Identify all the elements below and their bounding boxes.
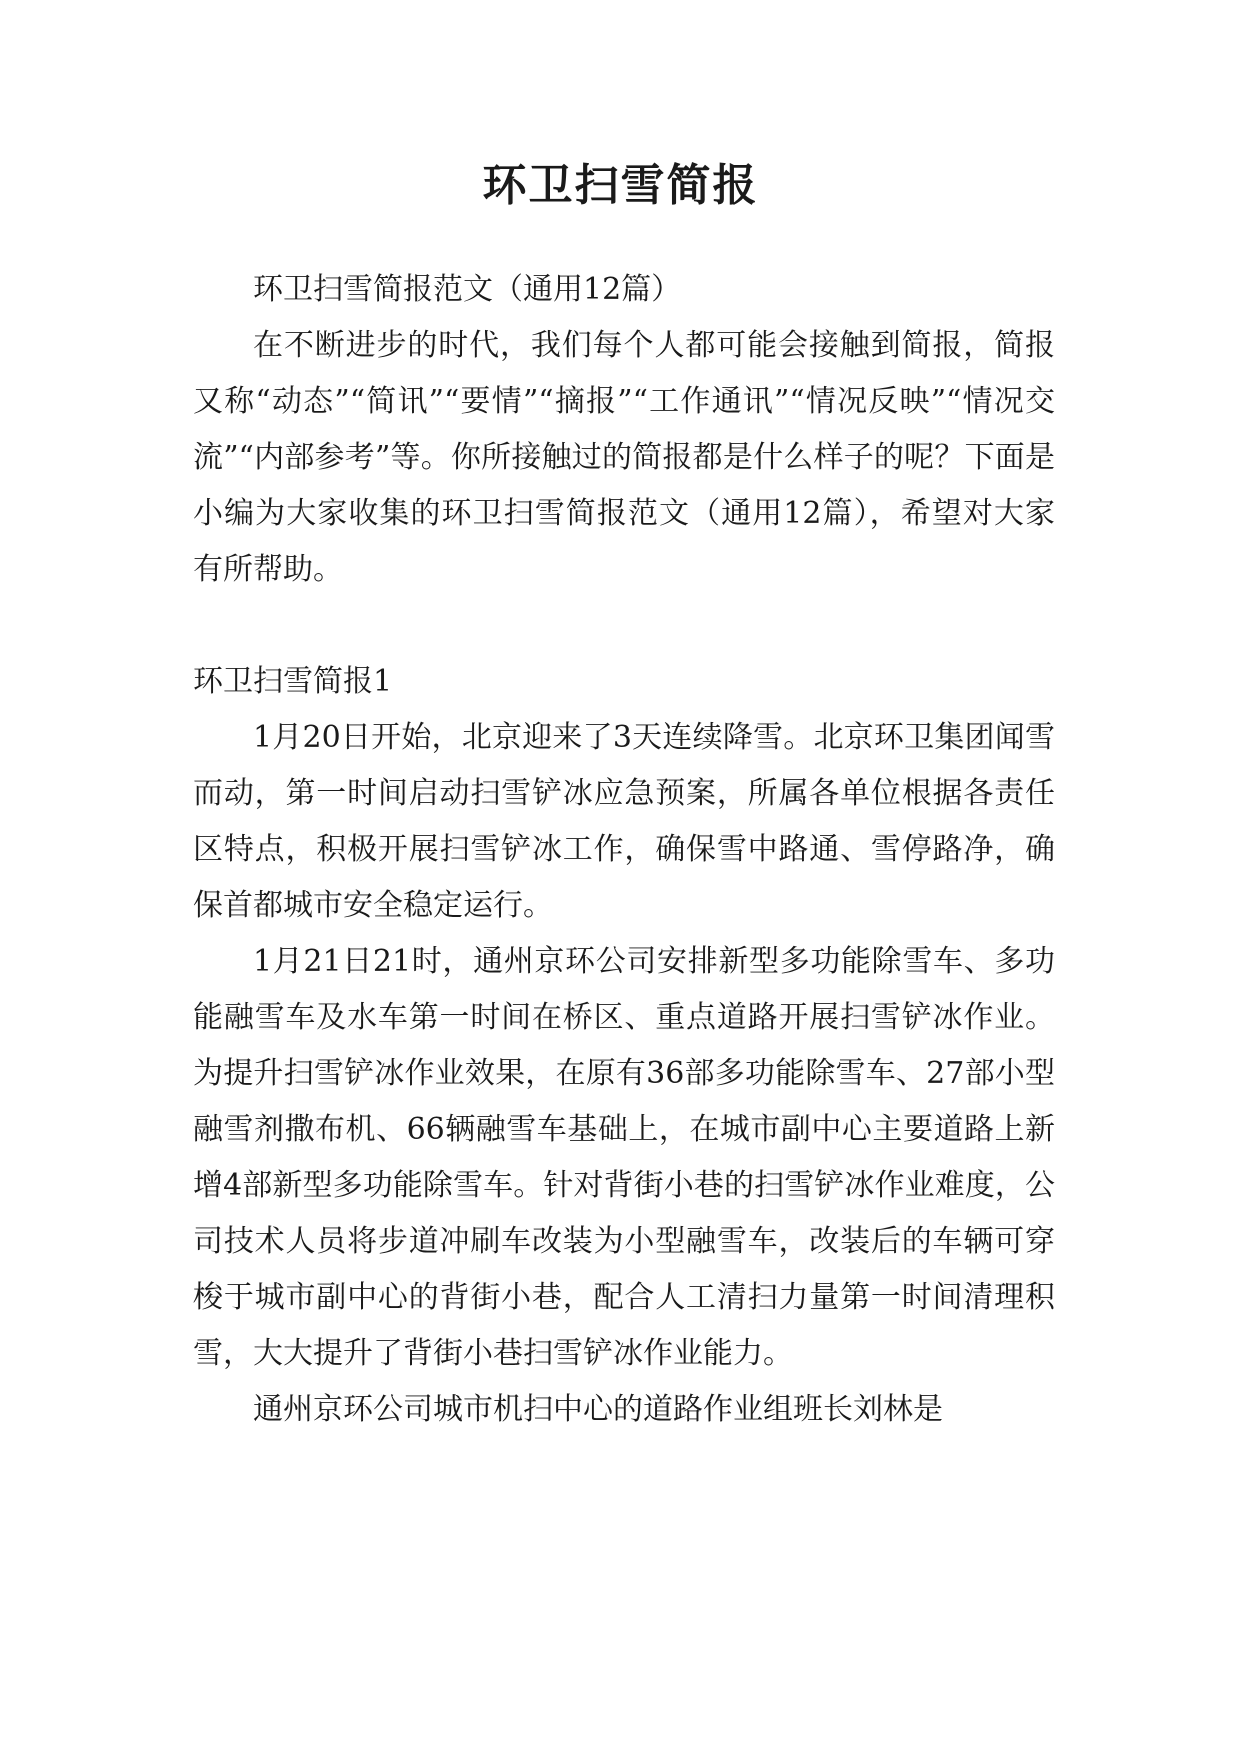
body-paragraph: 通州京环公司城市机扫中心的道路作业组班长刘林是: [253, 1392, 943, 1427]
section-gap: [193, 598, 1055, 654]
document-subtitle: 环卫扫雪简报范文（通用12篇）: [253, 272, 682, 307]
section-heading: 环卫扫雪简报1: [193, 664, 393, 699]
body-paragraph: 1月20日开始，北京迎来了3天连续降雪。北京环卫集团闻雪而动，第一时间启动扫雪铲冰应急预案，所属各单位根据各责任区特点，积极开展扫雪铲冰工作，确保雪中路通、雪停路净，确保首都城市安全稳定运行。: [193, 720, 1055, 923]
document-title: 环卫扫雪简报: [482, 160, 759, 211]
intro-paragraph: 在不断进步的时代，我们每个人都可能会接触到简报，简报又称“动态”“简讯”“要情”“摘报”“工作通讯”“情况反映”“情况交流”“内部参考”等。你所接触过的简报都是什么样子的呢？下面是小编为大家收集的环卫扫雪简报范文（通用12篇），希望对大家有所帮助。: [193, 328, 1055, 587]
document-body: [193, 262, 1055, 1438]
body-paragraph: 1月21日21时，通州京环公司安排新型多功能除雪车、多功能融雪车及水车第一时间在桥区、重点道路开展扫雪铲冰作业。为提升扫雪铲冰作业效果，在原有36部多功能除雪车、27部小型融雪剂撒布机、66辆融雪车基础上，在城市副中心主要道路上新增4部新型多功能除雪车。针对背街小巷的扫雪铲冰作业难度，公司技术人员将步道冲刷车改装为小型融雪车，改装后的车辆可穿梭于城市副中心的背街小巷，配合人工清扫力量第一时间清理积雪，大大提升了背街小巷扫雪铲冰作业能力。: [193, 944, 1055, 1371]
